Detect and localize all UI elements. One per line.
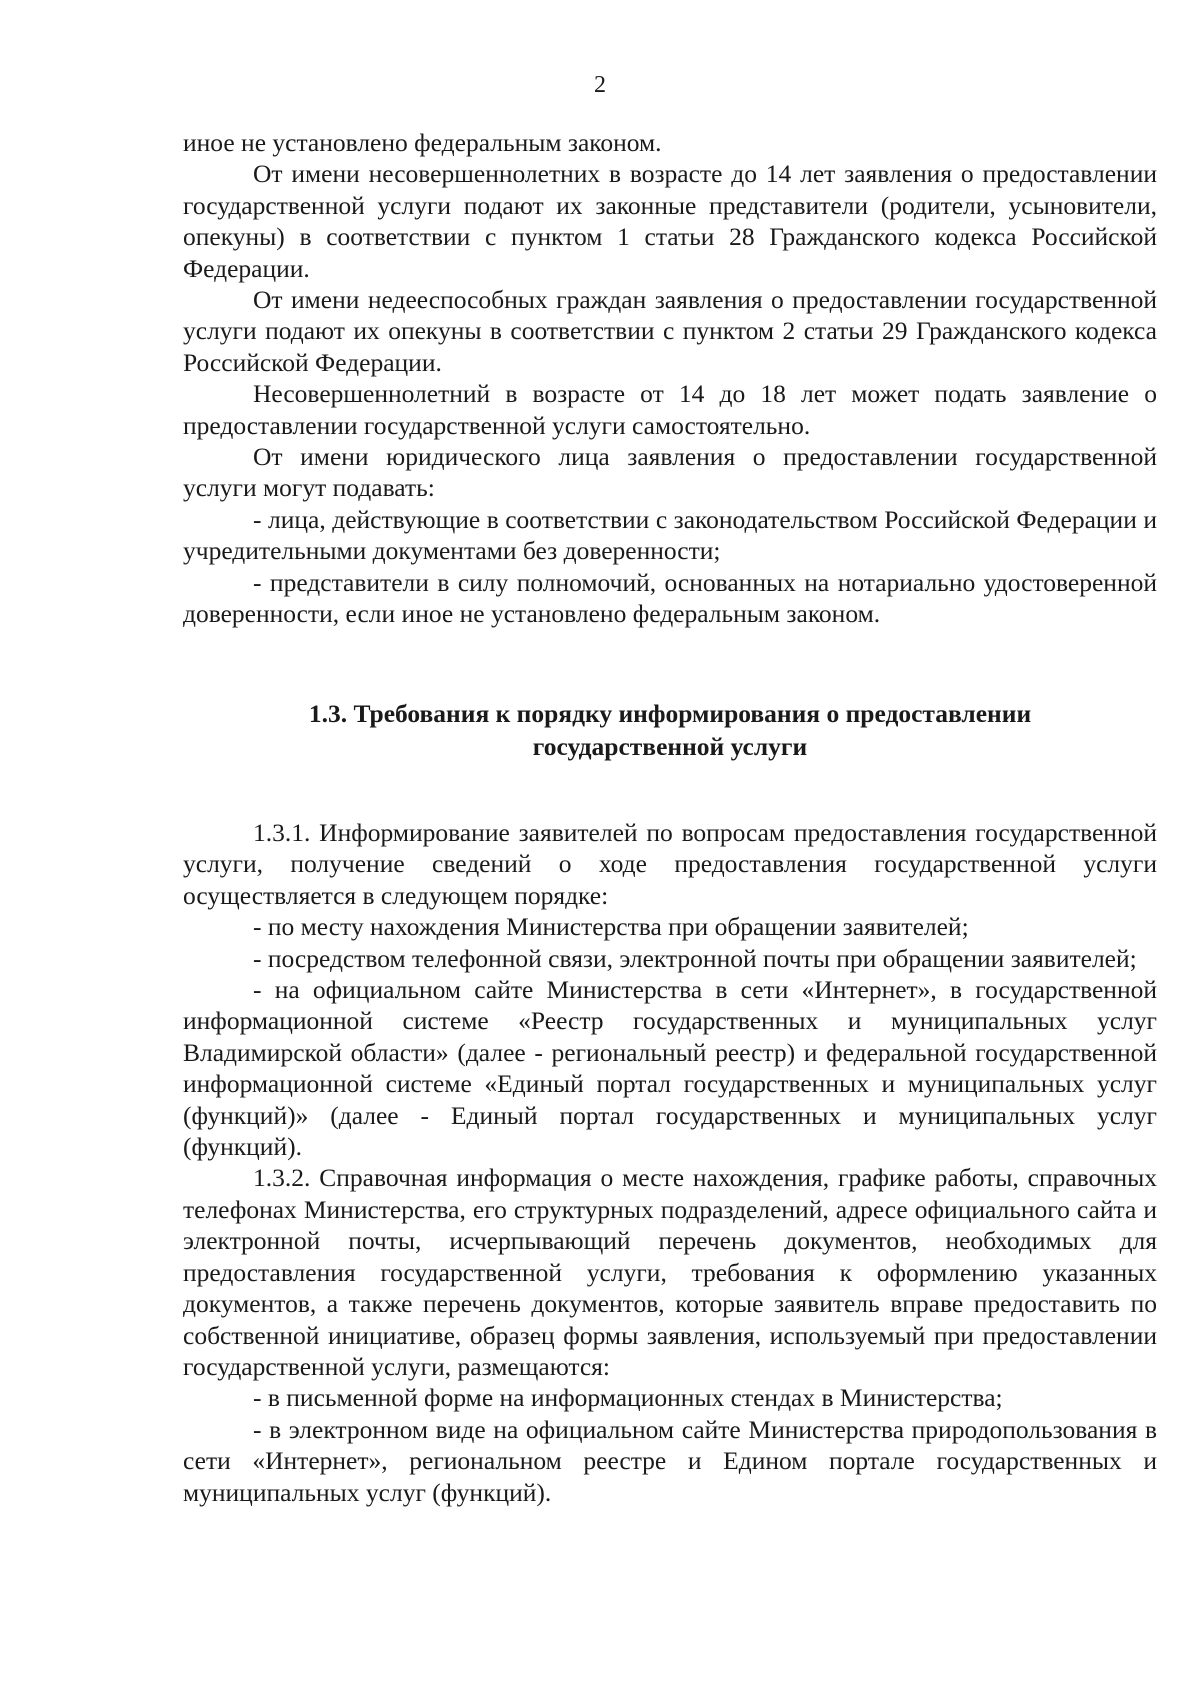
paragraph: иное не установлено федеральным законом. <box>183 128 662 157</box>
paragraph: От имени юридического лица заявления о предоставлении государственной услуги могут подавать: <box>183 442 1157 503</box>
list-item: - представители в силу полномочий, основанных на нотариально удостоверенной доверенности, если иное не установлено федеральным законом. <box>183 567 1157 629</box>
page-number: 2 <box>594 72 606 98</box>
section-heading <box>183 697 1157 763</box>
paragraph: Несовершеннолетний в возрасте от 14 до 18 лет может подать заявление о предоставлении государственной услуги самостоятельно. <box>183 379 1157 440</box>
text-block-applicants <box>183 127 1157 630</box>
text-block-informing <box>183 817 1157 1508</box>
list-item: - в электронном виде на официальном сайте Министерства природопользования в сети «Интернет», региональном реестре и Едином портале государственных и муниципальных услуг (функций). <box>183 1414 1157 1507</box>
list-item: - на официальном сайте Министерства в сети «Интернет», в государственной информационной системе «Реестр государственных и муниципальных услуг Владимирской области» (далее - региональный реестр) и федеральной государственной информационной системе «Единый портал государственных и муниципальных услуг (функций)» (далее - Единый портал государственных и муниципальных услуг (функций). <box>183 975 1157 1162</box>
list-item: - по месту нахождения Министерства при обращении заявителей; <box>253 912 969 942</box>
section-heading-line-1: 1.3. Требования к порядку информирования о предоставлении <box>308 699 1032 728</box>
paragraph: 1.3.1. Информирование заявителей по вопросам предоставления государственной услуги, получение сведений о ходе предоставления государственной услуги осуществляется в следующем порядке: <box>183 818 1157 910</box>
paragraph: От имени несовершеннолетних в возрасте до 14 лет заявления о предоставлении государственной услуги подают их законные представители (родители, усыновители, опекуны) в соответствии с пунктом 1 статьи 28 Гражданского кодекса Российской Федерации. <box>183 159 1157 283</box>
paragraph: От имени недееспособных граждан заявления о предоставлении государственной услуги подают их опекуны в соответствии с пунктом 2 статьи 29 Гражданского кодекса Российской Федерации. <box>183 285 1157 377</box>
list-item: - лица, действующие в соответствии с законодательством Российской Федерации и учредительными документами без доверенности; <box>183 504 1157 566</box>
section-heading-line-2: государственной услуги <box>532 732 808 761</box>
list-item: - посредством телефонной связи, электронной почты при обращении заявителей; <box>253 943 1137 973</box>
list-item: - в письменной форме на информационных стендах в Министерства; <box>253 1383 1003 1413</box>
paragraph: 1.3.2. Справочная информация о месте нахождения, графике работы, справочных телефонах Министерства, его структурных подразделений, адресе официального сайта и электронной почты, исчерпывающий перечень документов, необходимых для предоставления государственной услуги, требования к оформлению указанных документов, а также перечень документов, которые заявитель вправе предоставить по собственной инициативе, образец формы заявления, используемый при предоставлении государственной услуги, размещаются: <box>183 1163 1157 1381</box>
